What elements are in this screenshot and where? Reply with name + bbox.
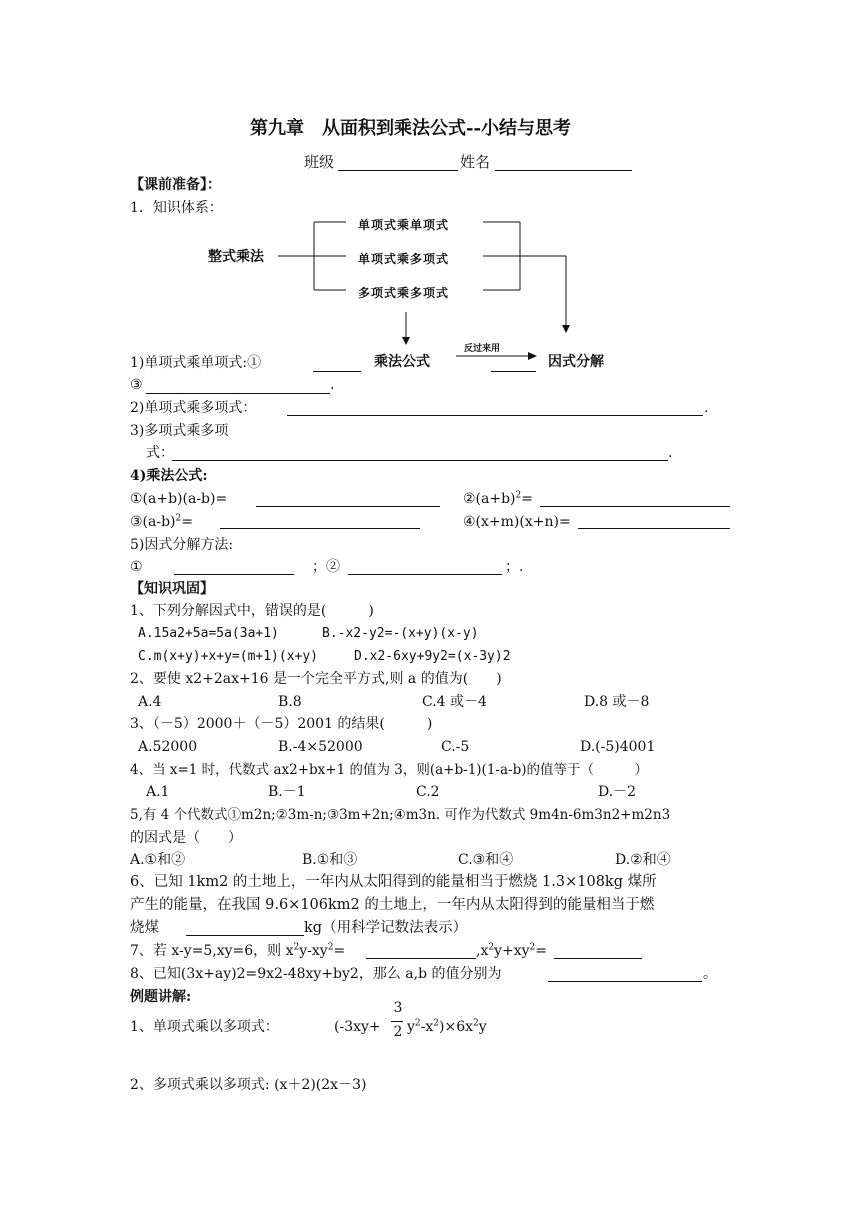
- q8-end: 。: [703, 966, 717, 982]
- formula-1: ①(a+b)(a-b)=: [130, 491, 228, 507]
- diagram-branch-2: 单项式乘多项式: [358, 252, 450, 266]
- q4-option-d: D.－2: [598, 784, 637, 800]
- q6-d: kg（用科学记数法表示）: [304, 920, 468, 936]
- example-2: 2、多项式乘以多项式: (x＋2)(2x－3): [130, 1077, 367, 1093]
- example-1-expr-b: $y^2-x^2)\times 6x^2y$: [407, 1018, 487, 1035]
- formula-3-blank[interactable]: [220, 528, 420, 529]
- q7-blank-1[interactable]: [366, 958, 476, 959]
- formula-3: $③(a-b)^2=$: [130, 513, 193, 530]
- name-label: 姓名: [460, 153, 491, 171]
- q5-option-a: A.①和②: [130, 852, 186, 868]
- diagram-formula: 乘法公式: [374, 354, 430, 370]
- item-1-b: ③: [130, 377, 143, 393]
- q6-blank[interactable]: [186, 935, 304, 936]
- q6-c: 烧煤: [130, 920, 159, 936]
- diagram-branch-1: 单项式乘单项式: [358, 218, 450, 232]
- example-1: 1、单项式乘以多项式：: [130, 1019, 279, 1035]
- item-2-blank[interactable]: [287, 415, 703, 416]
- item-1-blank-3[interactable]: [146, 393, 330, 394]
- formula-2: $②(a+b)^2=$: [463, 490, 533, 507]
- q2-option-d: D.8 或－8: [584, 694, 650, 710]
- prep-heading: 【课前准备】：: [130, 177, 221, 193]
- q5-option-c: C.③和④: [458, 852, 514, 868]
- q3-option-b: B.-4×52000: [278, 739, 363, 755]
- q3: 3、（－5）2000＋（－5）2001 的结果( ): [130, 716, 433, 732]
- q3-option-c: C.-5: [441, 739, 470, 755]
- item-5-blank-2[interactable]: [348, 574, 502, 575]
- page-title: 第九章 从面积到乘法公式--小结与思考: [250, 118, 571, 139]
- fraction-bar: [391, 1021, 403, 1022]
- q7: 7、若 x-y=5,xy=6，则 $x^2y-xy^2=$: [130, 942, 346, 959]
- item-3-end: .: [668, 445, 673, 461]
- q2-option-c: C.4 或－4: [422, 694, 487, 710]
- item-3: 3)多项式乘多项: [130, 423, 229, 439]
- q1-option-b: B.-x2-y2=-(x+y)(x-y): [322, 626, 479, 641]
- example-1-expr-a: (-3xy+: [334, 1019, 381, 1035]
- diagram-branch-3: 多项式乘多项式: [358, 286, 450, 300]
- q4-option-a: A.1: [146, 784, 170, 800]
- q4-option-c: C.2: [416, 784, 440, 800]
- q1-option-a: A.15a2+5a=5a(3a+1): [138, 626, 279, 641]
- knowledge-system-label: 1．知识体系：: [130, 200, 223, 216]
- item-3-blank[interactable]: [172, 460, 668, 461]
- formula-2-blank[interactable]: [540, 506, 730, 507]
- item-3-b: 式：: [146, 445, 174, 461]
- q2: 2、要使 x2+2ax+16 是一个完全平方式,则 a 的值为( ): [130, 671, 502, 687]
- q5-option-d: D.②和④: [615, 852, 671, 868]
- q1: 1、下列分解因式中，错误的是( ): [130, 603, 374, 619]
- q1-option-c: C.m(x+y)+x+y=(m+1)(x+y): [138, 649, 319, 664]
- formula-4: ④(x+m)(x+n)=: [463, 514, 571, 530]
- class-label: 班级: [304, 153, 335, 171]
- q5-option-b: B.①和③: [302, 852, 358, 868]
- item-2: 2)单项式乘多项式：: [130, 400, 257, 416]
- item-1-end: .: [330, 377, 335, 393]
- formula-4-blank[interactable]: [578, 528, 730, 529]
- q6: 6、已知 1km2 的土地上，一年内从太阳得到的能量相当于燃烧 1.3×108kg 煤所: [130, 874, 657, 890]
- item-5-b: ；②: [312, 559, 340, 575]
- q2-option-b: B.8: [278, 694, 302, 710]
- diagram-root: 整式乘法: [208, 249, 264, 265]
- fraction-denominator: 2: [393, 1024, 403, 1040]
- q7-b: $,x^2y+xy^2=$: [476, 942, 548, 959]
- item-1-blank-2[interactable]: [491, 371, 536, 372]
- item-5-blank-1[interactable]: [174, 574, 294, 575]
- q1-option-d: D.x2-6xy+9y2=(x-3y)2: [354, 649, 511, 664]
- q4: 4、当 x=1 时，代数式 ax2+bx+1 的值为 3，则(a+b-1)(1-a-b)的值等于（ ）: [130, 762, 648, 778]
- item-5: 5)因式分解方法:: [130, 537, 234, 553]
- item-4: 4)乘法公式:: [130, 468, 208, 484]
- diagram-reverse: 反过来用: [464, 344, 501, 354]
- q8: 8、已知(3x+ay)2=9x2-48xy+by2，那么 a,b 的值分别为: [130, 966, 502, 982]
- q6-b: 产生的能量，在我国 9.6×106km2 的土地上，一年内从太阳得到的能量相当于燃: [130, 897, 655, 913]
- item-5-a: ①: [130, 559, 143, 575]
- fraction-numerator: 3: [393, 1000, 403, 1016]
- item-5-c: ；.: [505, 559, 524, 575]
- item-1: 1)单项式乘单项式:①: [130, 355, 262, 371]
- diagram-factor: 因式分解: [548, 354, 604, 370]
- q7-blank-2[interactable]: [554, 958, 642, 959]
- q4-option-b: B.－1: [268, 784, 306, 800]
- q2-option-a: A.4: [138, 694, 162, 710]
- consolidate-heading: 【知识巩固】: [130, 581, 214, 597]
- item-1-blank-1[interactable]: [313, 371, 361, 372]
- q5-b: 的因式是（ ）: [130, 830, 242, 846]
- q3-option-d: D.(-5)4001: [580, 739, 656, 755]
- item-2-end: .: [704, 400, 709, 416]
- q3-option-a: A.52000: [138, 739, 198, 755]
- formula-1-blank[interactable]: [256, 506, 440, 507]
- example-heading: 例题讲解:: [130, 989, 192, 1005]
- q8-blank[interactable]: [548, 981, 702, 982]
- q5: 5,有 4 个代数式①m2n;②3m-n;③3m+2n;④m3n. 可作为代数式 9m4n-6m3n2+m2n3: [130, 807, 671, 823]
